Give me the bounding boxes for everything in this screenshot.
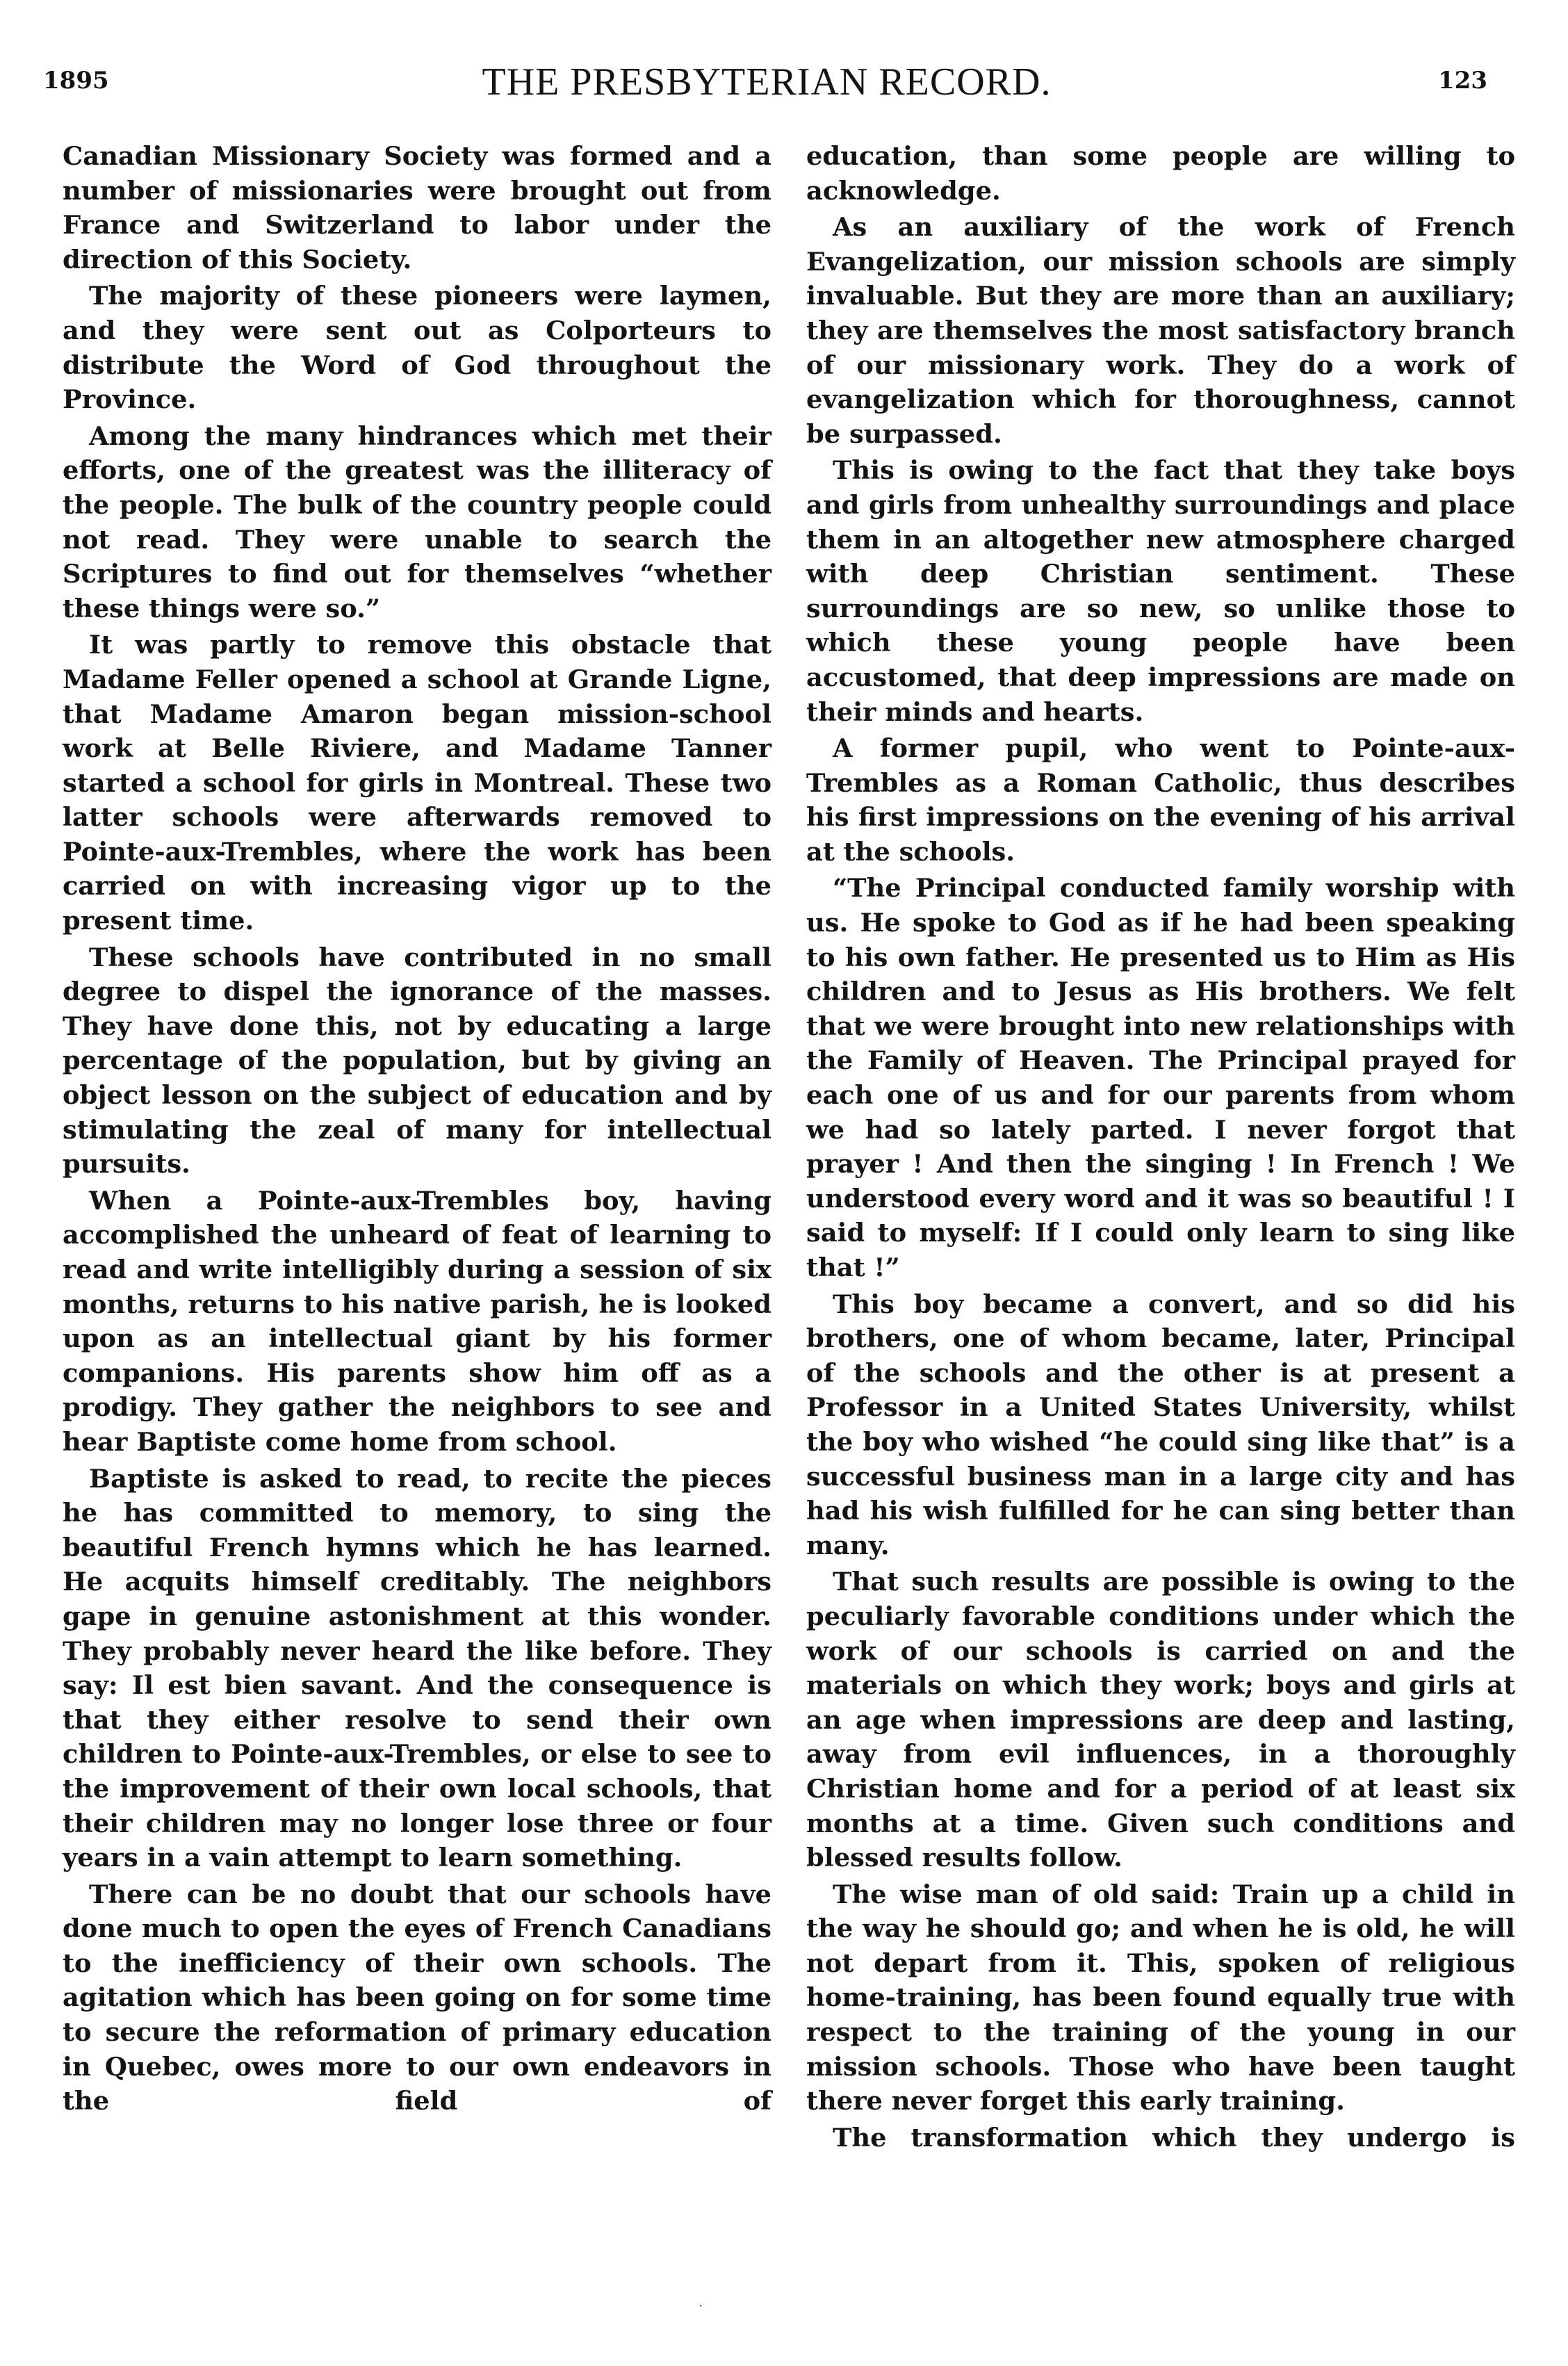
paragraph: It was partly to remove this obstacle that Madame Feller opened a school at Grande Ligne, that Madame Amaron began mission-school work at Belle Riviere, and Madame Tanner started a school for girls in Montreal. These two latter schools were afterwards removed to Pointe-aux-Trembles, where the work has been carried on with increasing vigor up to the present time. bbox=[63, 629, 771, 936]
paragraph: Among the many hindrances which met their efforts, one of the greatest was the illiteracy of the people. The bulk of the country people could not read. They were unable to search the Scriptures to find out for themselves “whether these things were so.” bbox=[63, 420, 771, 623]
paragraph: When a Pointe-aux-Trembles boy, having accomplished the unheard of feat of learning to read and write intelligibly during a session of six months, returns to his native parish, he is looked upon as an intellectual giant by his former companions. His parents show him off as a prodigy. They gather the neighbors to see and hear Baptiste come home from school. bbox=[63, 1184, 771, 1457]
paragraph: The transformation which they undergo is bbox=[833, 2121, 1515, 2153]
paragraph: education, than some people are willing to acknowledge. bbox=[806, 140, 1515, 206]
paragraph: That such results are possible is owing to the peculiarly favorable conditions under which the work of our schools is carried on and the materials on which they work; boys and girls at an age when impressions are deep and lasting, away from evil influences, in a thoroughly Christian home and for a period of at least six months at a time. Given such conditions and blessed results follow. bbox=[806, 1566, 1515, 1873]
paragraph: This is owing to the fact that they take boys and girls from unhealthy surroundings and place them in an altogether new atmosphere charged with deep Christian sentiment. These surroundings are so new, so unlike those to which these young people have been accustomed, that deep impressions are made on their minds and hearts. bbox=[806, 455, 1515, 727]
right-column bbox=[806, 139, 1515, 2157]
page-number: 123 bbox=[1438, 67, 1487, 95]
journal-title: THE PRESBYTERIAN RECORD. bbox=[482, 60, 1052, 104]
paragraph: The wise man of old said: Train up a child in the way he should go; and when he is old, he will not depart from it. This, spoken of religious home-training, has been found equally true with respect to the training of the young in our mission schools. Those who have been taught there never forget this early training. bbox=[806, 1878, 1515, 2116]
paragraph: A former pupil, who went to Pointe-aux-Trembles as a Roman Catholic, thus describes his first impressions on the evening of his arrival at the schools. bbox=[806, 733, 1515, 867]
paragraph: “The Principal conducted family worship with us. He spoke to God as if he had been speaking to his own father. He presented us to Him as His children and to Jesus as His brothers. We felt that we were brought into new relationships with the Family of Heaven. The Principal prayed for each one of us and for our parents from whom we had so lately parted. I never forgot that prayer ! And then the singing ! In French ! We understood every word and it was so beautiful ! I said to myself: If I could only learn to sing like that !” bbox=[806, 872, 1515, 1282]
paragraph: The majority of these pioneers were laymen, and they were sent out as Colporteurs to distribute the Word of God throughout the Province. bbox=[63, 280, 771, 415]
paragraph: There can be no doubt that our schools have done much to open the eyes of French Canadians to the inefficiency of their own schools. The agitation which has been going on for some time to secure the reformation of primary education in Quebec, owes more to our own endeavors in the field of bbox=[63, 1878, 771, 2116]
paragraph: These schools have contributed in no small degree to dispel the ignorance of the masses. They have done this, not by educating a large percentage of the population, but by giving an object lesson on the subject of education and by stimulating the zeal of many for intellectual pursuits. bbox=[63, 941, 771, 1180]
paragraph: Canadian Missionary Society was formed and a number of missionaries were brought out from France and Switzerland to labor under the direction of this Society. bbox=[63, 140, 771, 275]
paragraph: This boy became a convert, and so did his brothers, one of whom became, later, Principal of the schools and the other is at present a Professor in a United States University, whilst the boy who wished “he could sing like that” is a successful business man in a large city and has had his wish fulfilled for he can sing better than many. bbox=[806, 1288, 1515, 1560]
print-speck: · bbox=[699, 2297, 703, 2314]
left-column bbox=[63, 139, 771, 2121]
header-year: 1895 bbox=[43, 67, 109, 95]
paragraph: As an auxiliary of the work of French Evangelization, our mission schools are simply invaluable. But they are more than an auxiliary; they are themselves the most satisfactory branch of our missionary work. They do a work of evangelization which for thoroughness, cannot be surpassed. bbox=[806, 211, 1515, 449]
paragraph: Baptiste is asked to read, to recite the pieces he has committed to memory, to sing the beautiful French hymns which he has learned. He acquits himself creditably. The neighbors gape in genuine astonishment at this wonder. They probably never heard the like before. They say: Il est bien savant. And the consequence is that they either resolve to send their own children to Pointe-aux-Trembles, or else to see to the improvement of their own local schools, that their children may no longer lose three or four years in a vain attempt to learn something. bbox=[63, 1462, 771, 1873]
running-header bbox=[42, 60, 1492, 108]
